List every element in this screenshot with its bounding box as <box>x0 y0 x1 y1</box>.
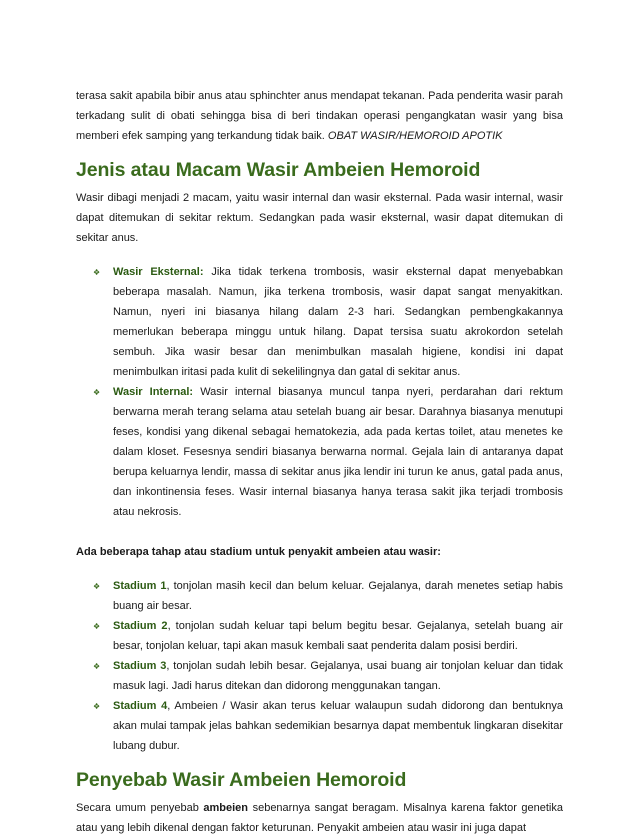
diamond-bullet-icon: ❖ <box>93 622 101 631</box>
intro-text: terasa sakit apabila bibir anus atau sphinchter anus mendapat tekanan. Pada penderita wasir parah terkadang sulit di obati sehingga bisa di beri tindakan operasi pengangkatan wasir yang bisa memberi efek samping yang terkandung tidak baik. <box>76 90 563 142</box>
intro-paragraph <box>76 86 563 146</box>
diamond-bullet-icon: ❖ <box>93 268 101 277</box>
section-heading-jenis: Jenis atau Macam Wasir Ambeien Hemoroid <box>76 159 481 181</box>
para-bold-term: ambeien <box>203 802 249 814</box>
penyebab-paragraph <box>76 798 563 838</box>
diamond-bullet-icon: ❖ <box>93 662 101 671</box>
list-item-internal <box>76 382 563 522</box>
item-text: , tonjolan sudah keluar tapi belum begitu besar. Gejalanya, setelah buang air besar, tonjolan keluar, tapi akan masuk kembali saat penderita dalam posisi berdiri. <box>113 620 564 652</box>
term-label: Wasir Eksternal: <box>113 266 204 278</box>
stages-list <box>76 576 563 756</box>
diamond-bullet-icon: ❖ <box>93 702 101 711</box>
para-text-after: sebenarnya sangat beragam. Misalnya karena faktor genetika atau yang lebih dikenal dengan faktor keturunan. Penyakit ambeien atau wasir ini juga dapat <box>76 802 563 834</box>
wasir-types-list <box>76 262 563 522</box>
list-item-stadium-4 <box>76 696 563 756</box>
list-item-stadium-3 <box>76 656 563 696</box>
apotik-link[interactable]: OBAT WASIR/HEMOROID APOTIK <box>327 130 503 142</box>
term-label: Wasir Internal: <box>113 386 194 398</box>
section-heading-penyebab: Penyebab Wasir Ambeien Hemoroid <box>76 769 407 791</box>
jenis-paragraph: Wasir dibagi menjadi 2 macam, yaitu wasir internal dan wasir eksternal. Pada wasir internal, wasir dapat ditemukan di sekitar rektum. Sedangkan pada wasir eksternal, wasir dapat ditemukan di sekitar anus. <box>76 192 563 244</box>
item-text: , tonjolan masih kecil dan belum keluar. Gejalanya, darah menetes setiap habis buang air besar. <box>113 580 563 612</box>
list-item-stadium-1 <box>76 576 563 616</box>
list-item-eksternal <box>76 262 563 382</box>
term-label: Stadium 4 <box>113 700 168 712</box>
item-text: Wasir internal biasanya muncul tanpa nyeri, perdarahan dari rektum berwarna merah terang selama atau setelah buang air besar. Darahnya biasanya menutupi feses, kondisi yang dikenal sebagai hematokezia, ada pada kertas toilet, atau menetes ke dalam kloset. Fesesnya sendiri biasanya berwarna normal. Gejala lain di antaranya dapat berupa keluarnya lendir, massa di sekitar anus jika lendir ini turun ke anus, gatal pada anus, dan inkontinensia feses. Wasir internal biasanya hanya terasa sakit jika terjadi trombosis atau nekrosis. <box>113 386 564 518</box>
item-text: Jika tidak terkena trombosis, wasir eksternal dapat menyebabkan beberapa masalah. Namun, jika terkena trombosis, wasir dapat sangat menyakitkan. Namun, nyeri ini biasanya hilang dalam 2-3 hari. Sedangkan pembengkakannya memerlukan beberapa minggu untuk hilang. Dapat tersisa suatu akrokordon setelah sembuh. Jika wasir besar dan menimbulkan masalah higiene, kondisi ini dapat menimbulkan iritasi pada kulit di sekelilingnya dan gatal di sekitar anus. <box>113 266 563 378</box>
diamond-bullet-icon: ❖ <box>93 582 101 591</box>
term-label: Stadium 1 <box>113 580 167 592</box>
diamond-bullet-icon: ❖ <box>93 388 101 397</box>
document-page <box>76 86 563 838</box>
stage-intro: Ada beberapa tahap atau stadium untuk penyakit ambeien atau wasir: <box>76 546 441 558</box>
list-item-stadium-2 <box>76 616 563 656</box>
term-label: Stadium 3 <box>113 660 167 672</box>
para-text-before: Secara umum penyebab <box>76 802 204 814</box>
item-text: , Ambeien / Wasir akan terus keluar walaupun sudah didorong dan bentuknya akan mulai tampak jelas bahkan sedemikian besarnya dapat membentuk lingkaran disekitar lubang dubur. <box>113 700 563 752</box>
item-text: , tonjolan sudah lebih besar. Gejalanya, usai buang air tonjolan keluar dan tidak masuk lagi. Jadi harus ditekan dan didorong menggunakan tangan. <box>113 660 563 692</box>
term-label: Stadium 2 <box>113 620 168 632</box>
